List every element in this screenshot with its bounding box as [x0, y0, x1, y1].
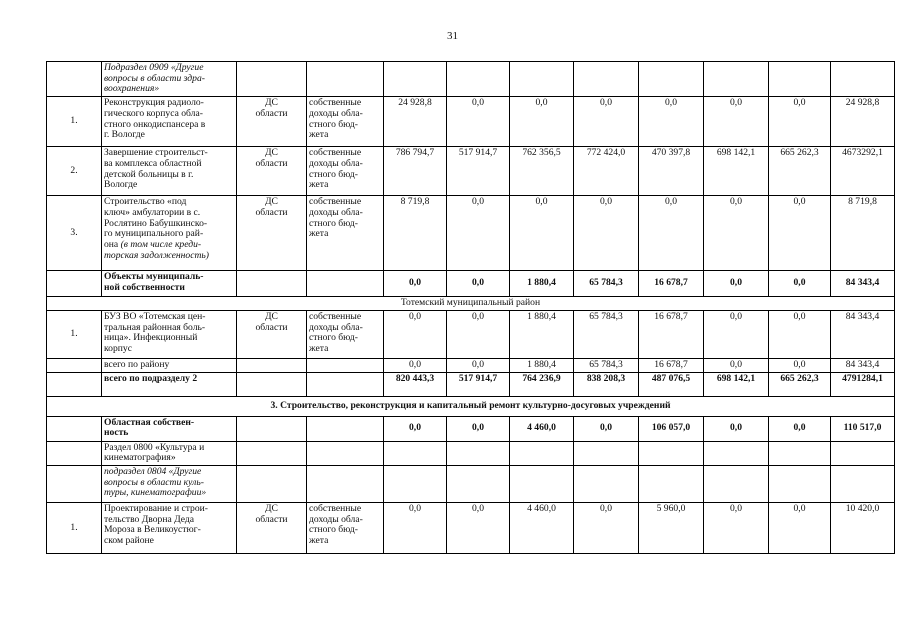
table-row — [47, 396, 895, 416]
value-cell: 0,0 — [639, 97, 704, 147]
value-cell: 0,0 — [704, 271, 769, 297]
value-cell: 16 678,7 — [639, 271, 704, 297]
value-cell — [831, 62, 895, 97]
value-cell: 0,0 — [447, 97, 510, 147]
row-name: всего по району — [102, 358, 237, 372]
value-cell: 0,0 — [384, 416, 447, 441]
value-cell: 16 678,7 — [639, 310, 704, 358]
row-number — [47, 372, 102, 396]
value-cell: 698 142,1 — [704, 147, 769, 196]
value-cell: 772 424,0 — [574, 147, 639, 196]
table-row — [47, 502, 895, 553]
value-cell: 4 460,0 — [510, 416, 574, 441]
table-row — [47, 416, 895, 441]
source-cell — [307, 372, 384, 396]
row-name: Строительство «под ключ» амбулатории в с. Рослятино Бабушкинско- го муниципального рай- она (в том числе креди- торская задолженность) — [102, 196, 237, 271]
value-cell — [639, 465, 704, 502]
value-cell — [574, 465, 639, 502]
value-cell — [447, 465, 510, 502]
value-cell — [447, 62, 510, 97]
value-cell: 0,0 — [384, 271, 447, 297]
customer-cell: ДС области — [237, 97, 307, 147]
budget-table — [46, 61, 895, 554]
value-cell: 0,0 — [574, 416, 639, 441]
value-cell: 65 784,3 — [574, 358, 639, 372]
row-number — [47, 271, 102, 297]
value-cell — [384, 62, 447, 97]
value-cell: 0,0 — [769, 310, 831, 358]
value-cell — [769, 465, 831, 502]
row-number — [47, 465, 102, 502]
value-cell — [510, 62, 574, 97]
source-cell — [307, 358, 384, 372]
value-cell: 0,0 — [704, 502, 769, 553]
value-cell — [769, 62, 831, 97]
value-cell: 0,0 — [384, 310, 447, 358]
value-cell: 4 460,0 — [510, 502, 574, 553]
table-row — [47, 465, 895, 502]
value-cell: 0,0 — [769, 97, 831, 147]
value-cell: 24 928,8 — [831, 97, 895, 147]
value-cell: 0,0 — [574, 196, 639, 271]
row-number: 1. — [47, 97, 102, 147]
source-cell — [307, 62, 384, 97]
value-cell: 470 397,8 — [639, 147, 704, 196]
table-row — [47, 97, 895, 147]
table-row — [47, 358, 895, 372]
value-cell: 106 057,0 — [639, 416, 704, 441]
table-row — [47, 372, 895, 396]
section-title: 3. Строительство, реконструкция и капитальный ремонт культурно-досуговых учреждений — [47, 396, 895, 416]
value-cell: 764 236,9 — [510, 372, 574, 396]
source-cell: собственные доходы обла- стного бюд- жета — [307, 196, 384, 271]
value-cell: 487 076,5 — [639, 372, 704, 396]
row-number: 1. — [47, 502, 102, 553]
value-cell: 517 914,7 — [447, 372, 510, 396]
customer-cell: ДС области — [237, 502, 307, 553]
value-cell: 1 880,4 — [510, 271, 574, 297]
table-row — [47, 271, 895, 297]
value-cell: 0,0 — [447, 416, 510, 441]
row-number: 1. — [47, 310, 102, 358]
customer-cell — [237, 372, 307, 396]
row-name: Завершение строительст- ва комплекса областной детской больницы в г. Вологде — [102, 147, 237, 196]
value-cell — [704, 62, 769, 97]
value-cell: 110 517,0 — [831, 416, 895, 441]
source-cell: собственные доходы обла- стного бюд- жета — [307, 310, 384, 358]
value-cell: 8 719,8 — [384, 196, 447, 271]
value-cell: 0,0 — [384, 358, 447, 372]
value-cell: 0,0 — [384, 502, 447, 553]
value-cell: 84 343,4 — [831, 358, 895, 372]
value-cell: 16 678,7 — [639, 358, 704, 372]
customer-cell: ДС области — [237, 147, 307, 196]
value-cell: 0,0 — [447, 196, 510, 271]
row-number — [47, 62, 102, 97]
value-cell: 762 356,5 — [510, 147, 574, 196]
value-cell — [574, 62, 639, 97]
value-cell — [384, 441, 447, 465]
value-cell — [510, 441, 574, 465]
row-number: 2. — [47, 147, 102, 196]
value-cell: 0,0 — [769, 502, 831, 553]
value-cell: 0,0 — [704, 97, 769, 147]
value-cell — [384, 465, 447, 502]
customer-cell — [237, 62, 307, 97]
row-name: Раздел 0800 «Культура и кинематография» — [102, 441, 237, 465]
value-cell: 0,0 — [447, 358, 510, 372]
customer-cell — [237, 358, 307, 372]
source-cell — [307, 416, 384, 441]
row-name: Проектирование и строи- тельство Дворна Деда Мороза в Великоустюг- ском районе — [102, 502, 237, 553]
row-number: 3. — [47, 196, 102, 271]
value-cell: 0,0 — [639, 196, 704, 271]
value-cell: 0,0 — [510, 196, 574, 271]
value-cell: 0,0 — [510, 97, 574, 147]
value-cell: 65 784,3 — [574, 271, 639, 297]
value-cell: 0,0 — [574, 97, 639, 147]
table-row — [47, 310, 895, 358]
row-name: Подраздел 0909 «Другие вопросы в области здра- воохранения» — [102, 62, 237, 97]
customer-cell — [237, 416, 307, 441]
value-cell — [447, 441, 510, 465]
value-cell: 1 880,4 — [510, 358, 574, 372]
value-cell: 0,0 — [769, 416, 831, 441]
source-cell: собственные доходы обла- стного бюд- жета — [307, 97, 384, 147]
value-cell: 24 928,8 — [384, 97, 447, 147]
value-cell: 0,0 — [704, 310, 769, 358]
row-name: всего по подразделу 2 — [102, 372, 237, 396]
value-cell — [574, 441, 639, 465]
value-cell: 4791284,1 — [831, 372, 895, 396]
row-name: Объекты муниципаль- ной собственности — [102, 271, 237, 297]
value-cell — [769, 441, 831, 465]
customer-cell — [237, 271, 307, 297]
value-cell: 1 880,4 — [510, 310, 574, 358]
value-cell: 665 262,3 — [769, 372, 831, 396]
value-cell — [510, 465, 574, 502]
value-cell: 0,0 — [769, 196, 831, 271]
value-cell: 0,0 — [704, 196, 769, 271]
value-cell: 786 794,7 — [384, 147, 447, 196]
value-cell: 84 343,4 — [831, 310, 895, 358]
value-cell: 84 343,4 — [831, 271, 895, 297]
value-cell — [704, 441, 769, 465]
value-cell: 10 420,0 — [831, 502, 895, 553]
value-cell: 0,0 — [704, 358, 769, 372]
value-cell: 0,0 — [769, 271, 831, 297]
value-cell: 820 443,3 — [384, 372, 447, 396]
row-number — [47, 358, 102, 372]
table-row — [47, 62, 895, 97]
table-row — [47, 147, 895, 196]
value-cell: 517 914,7 — [447, 147, 510, 196]
row-number — [47, 441, 102, 465]
value-cell: 665 262,3 — [769, 147, 831, 196]
value-cell: 5 960,0 — [639, 502, 704, 553]
value-cell — [639, 441, 704, 465]
value-cell: 65 784,3 — [574, 310, 639, 358]
value-cell: 0,0 — [769, 358, 831, 372]
value-cell: 698 142,1 — [704, 372, 769, 396]
value-cell — [639, 62, 704, 97]
source-cell: собственные доходы обла- стного бюд- жета — [307, 147, 384, 196]
value-cell: 0,0 — [447, 310, 510, 358]
value-cell: 8 719,8 — [831, 196, 895, 271]
value-cell: 0,0 — [574, 502, 639, 553]
source-cell — [307, 465, 384, 502]
row-number — [47, 416, 102, 441]
row-name: Областная собствен- ность — [102, 416, 237, 441]
value-cell: 4673292,1 — [831, 147, 895, 196]
value-cell — [704, 465, 769, 502]
source-cell — [307, 271, 384, 297]
customer-cell — [237, 465, 307, 502]
value-cell: 838 208,3 — [574, 372, 639, 396]
value-cell: 0,0 — [704, 416, 769, 441]
value-cell: 0,0 — [447, 502, 510, 553]
table-row — [47, 196, 895, 271]
district-title: Тотемский муниципальный район — [47, 297, 895, 311]
table-row — [47, 441, 895, 465]
table-row — [47, 297, 895, 311]
row-name: БУЗ ВО «Тотемская цен- тральная районная боль- ница». Инфекционный корпус — [102, 310, 237, 358]
value-cell — [831, 465, 895, 502]
value-cell: 0,0 — [447, 271, 510, 297]
row-name: Реконструкция радиоло- гического корпуса обла- стного онкодиспансера в г. Вологде — [102, 97, 237, 147]
page-number: 31 — [447, 30, 458, 42]
value-cell — [831, 441, 895, 465]
source-cell — [307, 441, 384, 465]
source-cell: собственные доходы обла- стного бюд- жета — [307, 502, 384, 553]
row-name: подраздел 0804 «Другие вопросы в области куль- туры, кинематографии» — [102, 465, 237, 502]
customer-cell: ДС области — [237, 196, 307, 271]
customer-cell: ДС области — [237, 310, 307, 358]
customer-cell — [237, 441, 307, 465]
